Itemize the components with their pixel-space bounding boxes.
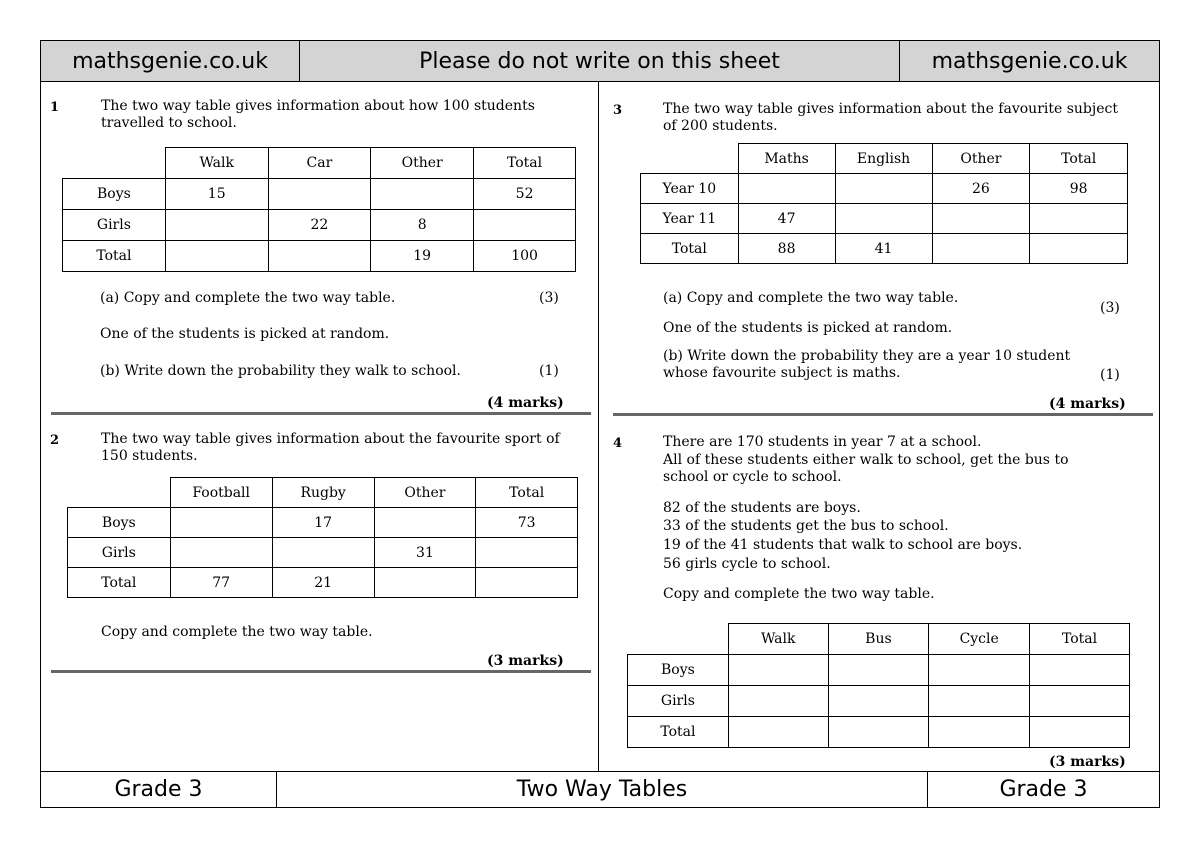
table-cell — [835, 204, 932, 234]
instruction-text: Copy and complete the two way table. — [101, 624, 373, 640]
table-corner — [641, 144, 739, 174]
table-cell: 8 — [371, 210, 474, 241]
worksheet — [40, 40, 1160, 808]
table-cell: 88 — [738, 234, 835, 264]
table-cell — [1030, 204, 1128, 234]
table-cell — [374, 508, 476, 538]
table-cell — [835, 174, 932, 204]
total-marks: (3 marks) — [487, 653, 564, 669]
table-row — [641, 204, 1128, 234]
column-header: Cycle — [929, 624, 1030, 655]
table-row — [68, 568, 578, 598]
table-cell — [929, 686, 1030, 717]
table-cell: 52 — [474, 179, 576, 210]
fact-line: 56 girls cycle to school. — [663, 556, 831, 572]
table-cell — [474, 210, 576, 241]
question-separator — [613, 413, 1153, 416]
table-cell: 19 — [371, 241, 474, 272]
table-cell: 47 — [738, 204, 835, 234]
two-way-table — [67, 477, 578, 598]
table-cell — [738, 174, 835, 204]
column-header: Total — [1030, 144, 1128, 174]
column-header: Total — [474, 148, 576, 179]
question-intro: The two way table gives information about how 100 students travelled to school. — [101, 98, 535, 131]
table-row — [68, 538, 578, 568]
two-way-table — [62, 147, 576, 272]
row-header: Boys — [63, 179, 166, 210]
question-intro: The two way table gives information about the favourite sport of 150 students. — [101, 431, 560, 464]
table-cell — [165, 210, 268, 241]
row-header: Girls — [63, 210, 166, 241]
part-b-text: (b) Write down the probability they walk to school. — [100, 363, 461, 379]
part-a-marks: (3) — [1100, 300, 1120, 316]
part-b-text: (b) Write down the probability they are a year 10 student whose favourite subject is maths. — [663, 348, 1071, 381]
table-cell — [374, 568, 476, 598]
row-header: Boys — [68, 508, 171, 538]
table-corner — [63, 148, 166, 179]
part-a-text: (a) Copy and complete the two way table. — [663, 290, 959, 306]
table-row — [63, 179, 576, 210]
table-cell — [929, 655, 1030, 686]
table-cell — [476, 538, 578, 568]
column-header: English — [835, 144, 932, 174]
total-marks: (3 marks) — [1049, 754, 1126, 770]
footer-grade-right: Grade 3 — [999, 777, 1088, 802]
total-marks: (4 marks) — [487, 395, 564, 411]
table-cell: 21 — [272, 568, 374, 598]
random-pick-text: One of the students is picked at random. — [100, 326, 390, 342]
table-cell — [728, 655, 828, 686]
column-header: Football — [170, 478, 272, 508]
table-cell — [165, 241, 268, 272]
table-cell: 15 — [165, 179, 268, 210]
row-header: Girls — [68, 538, 171, 568]
table-cell: 100 — [474, 241, 576, 272]
part-a-text: (a) Copy and complete the two way table. — [100, 290, 396, 306]
table-cell — [728, 717, 828, 748]
fact-line: 19 of the 41 students that walk to school are boys. — [663, 537, 1023, 553]
table-cell: 31 — [374, 538, 476, 568]
row-header: Total — [68, 568, 171, 598]
question-number: 2 — [50, 433, 60, 448]
table-cell — [272, 538, 374, 568]
footer-topic: Two Way Tables — [516, 777, 688, 802]
footer-bar — [41, 771, 1159, 807]
header-left-site: mathsgenie.co.uk — [72, 48, 268, 74]
table-row — [641, 234, 1128, 264]
table-cell: 98 — [1030, 174, 1128, 204]
table-header-row — [68, 478, 578, 508]
table-cell — [268, 241, 371, 272]
table-cell — [1030, 717, 1130, 748]
column-header: Other — [374, 478, 476, 508]
question-separator — [51, 670, 591, 673]
table-cell — [170, 508, 272, 538]
table-row — [628, 686, 1130, 717]
question-number: 4 — [613, 436, 623, 451]
table-cell — [371, 179, 474, 210]
table-cell — [932, 234, 1030, 264]
row-header: Year 10 — [641, 174, 739, 204]
table-row — [641, 174, 1128, 204]
fact-line: 82 of the students are boys. — [663, 500, 861, 516]
table-header-row — [641, 144, 1128, 174]
total-marks: (4 marks) — [1049, 396, 1126, 412]
column-header: Total — [476, 478, 578, 508]
two-way-table — [627, 623, 1130, 748]
column-header: Walk — [728, 624, 828, 655]
column-header: Bus — [828, 624, 929, 655]
question-separator — [51, 412, 591, 415]
table-cell — [828, 717, 929, 748]
table-cell: 22 — [268, 210, 371, 241]
row-header: Year 11 — [641, 204, 739, 234]
part-a-marks: (3) — [539, 290, 559, 306]
part-b-marks: (1) — [539, 363, 559, 379]
column-header: Rugby — [272, 478, 374, 508]
table-cell: 77 — [170, 568, 272, 598]
row-header: Girls — [628, 686, 729, 717]
part-b-marks: (1) — [1100, 367, 1120, 383]
two-way-table — [640, 143, 1128, 264]
question-number: 3 — [613, 103, 623, 118]
row-header: Total — [641, 234, 739, 264]
column-header: Maths — [738, 144, 835, 174]
column-header: Walk — [165, 148, 268, 179]
question-intro: The two way table gives information about the favourite subject of 200 students. — [663, 101, 1118, 134]
column-header: Car — [268, 148, 371, 179]
table-cell — [170, 538, 272, 568]
table-cell — [929, 717, 1030, 748]
table-cell: 26 — [932, 174, 1030, 204]
intro-line: All of these students either walk to school, get the bus to school or cycle to school. — [663, 452, 1069, 485]
instruction-text: Copy and complete the two way table. — [663, 586, 935, 602]
table-row — [68, 508, 578, 538]
table-row — [63, 210, 576, 241]
table-cell — [1030, 234, 1128, 264]
table-cell — [268, 179, 371, 210]
table-cell: 73 — [476, 508, 578, 538]
table-cell — [728, 686, 828, 717]
row-header: Total — [63, 241, 166, 272]
table-corner — [628, 624, 729, 655]
table-corner — [68, 478, 171, 508]
header-right-site: mathsgenie.co.uk — [931, 48, 1128, 74]
row-header: Boys — [628, 655, 729, 686]
table-cell — [476, 568, 578, 598]
question-number: 1 — [50, 100, 60, 115]
random-pick-text: One of the students is picked at random. — [663, 320, 953, 336]
table-header-row — [628, 624, 1130, 655]
table-row — [63, 241, 576, 272]
table-cell — [828, 686, 929, 717]
table-cell: 17 — [272, 508, 374, 538]
column-header: Other — [371, 148, 474, 179]
table-header-row — [63, 148, 576, 179]
table-cell: 41 — [835, 234, 932, 264]
table-cell — [1030, 655, 1130, 686]
table-cell — [932, 204, 1030, 234]
row-header: Total — [628, 717, 729, 748]
table-cell — [1030, 686, 1130, 717]
column-header: Other — [932, 144, 1030, 174]
footer-grade-left: Grade 3 — [114, 777, 203, 802]
header-notice: Please do not write on this sheet — [419, 48, 780, 74]
column-divider — [598, 81, 599, 773]
table-cell — [828, 655, 929, 686]
column-header: Total — [1030, 624, 1130, 655]
fact-line: 33 of the students get the bus to school. — [663, 518, 949, 534]
table-row — [628, 655, 1130, 686]
table-row — [628, 717, 1130, 748]
intro-line: There are 170 students in year 7 at a school. — [663, 434, 982, 450]
header-bar — [41, 41, 1159, 82]
